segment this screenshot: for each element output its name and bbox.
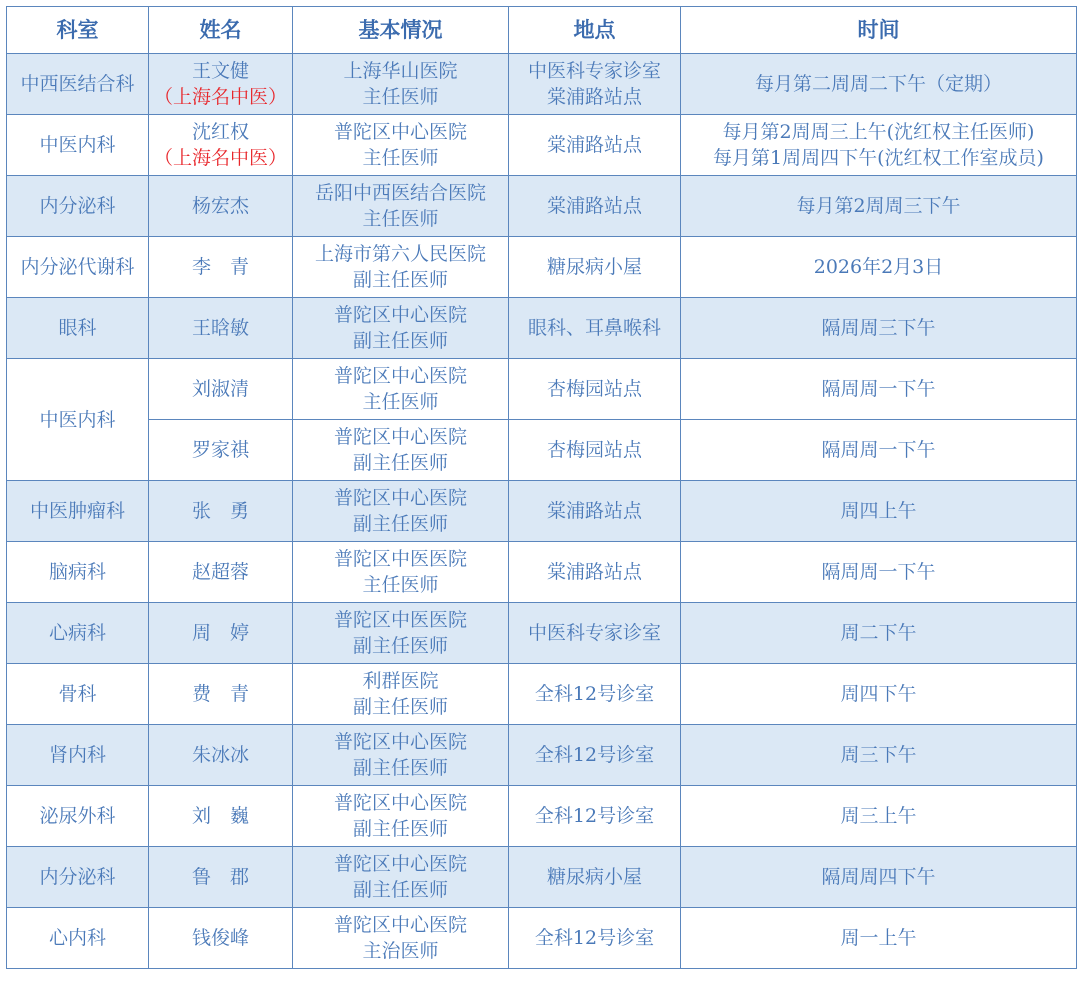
name-cell — [149, 847, 293, 908]
location-text: 棠浦路站点 — [546, 134, 642, 156]
time-text: 周四上午 — [840, 500, 917, 522]
location-text: 全科12号诊室 — [534, 744, 655, 766]
location-cell — [509, 420, 681, 481]
doctor-title: 主治医师 — [362, 940, 439, 962]
name-cell — [149, 115, 293, 176]
time-text: 周四下午 — [840, 683, 917, 705]
doctor-title: 副主任医师 — [352, 269, 448, 291]
doctor-name: 周 婷 — [191, 622, 249, 644]
doctor-title: 主任医师 — [362, 147, 439, 169]
time-text: 每月第1周周四下午(沈红权工作室成员) — [713, 147, 1044, 169]
basic-info-cell — [293, 298, 509, 359]
doctor-title: 主任医师 — [362, 208, 439, 230]
location-text: 杏梅园站点 — [546, 439, 642, 461]
location-text: 中医科专家诊室 — [527, 622, 661, 644]
basic-info-cell — [293, 115, 509, 176]
name-cell — [149, 481, 293, 542]
doctor-name: 鲁 郡 — [191, 866, 249, 888]
doctor-name: 费 青 — [191, 683, 249, 705]
hospital-name: 利群医院 — [362, 670, 439, 692]
table-row — [7, 420, 1077, 481]
doctor-title: 副主任医师 — [352, 513, 448, 535]
table-row — [7, 725, 1077, 786]
time-text: 隔周周三下午 — [821, 317, 936, 339]
hospital-name: 岳阳中西医结合医院 — [314, 182, 486, 204]
basic-info-cell — [293, 542, 509, 603]
name-cell — [149, 908, 293, 969]
location-cell — [509, 237, 681, 298]
location-text: 棠浦路站点 — [546, 500, 642, 522]
name-cell — [149, 298, 293, 359]
doctor-name: 朱冰冰 — [191, 744, 249, 766]
time-text: 隔周周四下午 — [821, 866, 936, 888]
hospital-name: 普陀区中心医院 — [333, 365, 467, 387]
time-cell — [681, 237, 1077, 298]
honor-note: （上海名中医） — [153, 86, 287, 108]
table-row — [7, 481, 1077, 542]
location-text: 杏梅园站点 — [546, 378, 642, 400]
table-row — [7, 298, 1077, 359]
hospital-name: 普陀区中心医院 — [333, 487, 467, 509]
location-cell — [509, 725, 681, 786]
time-text: 每月第2周周三下午 — [796, 195, 961, 217]
location-text: 全科12号诊室 — [534, 927, 655, 949]
header-name: 姓名 — [149, 7, 293, 54]
hospital-name: 普陀区中医医院 — [333, 548, 467, 570]
location-text: 棠浦路站点 — [546, 195, 642, 217]
time-cell — [681, 115, 1077, 176]
hospital-name: 普陀区中心医院 — [333, 304, 467, 326]
time-text: 周三上午 — [840, 805, 917, 827]
hospital-name: 普陀区中心医院 — [333, 426, 467, 448]
department-cell: 内分泌科 — [7, 176, 149, 237]
doctor-schedule-table — [6, 6, 1077, 969]
header-department: 科室 — [7, 7, 149, 54]
basic-info-cell — [293, 603, 509, 664]
hospital-name: 普陀区中心医院 — [333, 853, 467, 875]
location-text: 糖尿病小屋 — [546, 866, 642, 888]
basic-info-cell — [293, 420, 509, 481]
location-text: 糖尿病小屋 — [546, 256, 642, 278]
doctor-title: 副主任医师 — [352, 635, 448, 657]
doctor-name: 张 勇 — [191, 500, 249, 522]
location-cell — [509, 664, 681, 725]
hospital-name: 普陀区中心医院 — [333, 731, 467, 753]
doctor-title: 副主任医师 — [352, 452, 448, 474]
location-cell — [509, 54, 681, 115]
time-text: 周二下午 — [840, 622, 917, 644]
table-row — [7, 542, 1077, 603]
department-cell: 脑病科 — [7, 542, 149, 603]
doctor-name: 杨宏杰 — [191, 195, 249, 217]
name-cell — [149, 786, 293, 847]
location-cell — [509, 786, 681, 847]
location-cell — [509, 359, 681, 420]
doctor-title: 主任医师 — [362, 86, 439, 108]
table-row — [7, 786, 1077, 847]
time-cell — [681, 176, 1077, 237]
basic-info-cell — [293, 725, 509, 786]
location-cell — [509, 176, 681, 237]
time-text: 2026年2月3日 — [813, 256, 944, 278]
department-cell: 泌尿外科 — [7, 786, 149, 847]
location-cell — [509, 298, 681, 359]
header-basic-info: 基本情况 — [293, 7, 509, 54]
time-text: 隔周周一下午 — [821, 561, 936, 583]
time-text: 周三下午 — [840, 744, 917, 766]
name-cell — [149, 664, 293, 725]
time-cell — [681, 847, 1077, 908]
doctor-name: 罗家祺 — [191, 439, 249, 461]
location-text: 全科12号诊室 — [534, 683, 655, 705]
time-text: 每月第2周周三上午(沈红权主任医师) — [722, 121, 1035, 143]
time-text: 隔周周一下午 — [821, 378, 936, 400]
table-row — [7, 847, 1077, 908]
time-cell — [681, 359, 1077, 420]
doctor-name: 沈红权 — [191, 121, 249, 143]
doctor-title: 副主任医师 — [352, 696, 448, 718]
location-text: 全科12号诊室 — [534, 805, 655, 827]
table-row — [7, 603, 1077, 664]
name-cell — [149, 54, 293, 115]
table-row — [7, 664, 1077, 725]
table-row — [7, 237, 1077, 298]
department-cell: 中西医结合科 — [7, 54, 149, 115]
time-cell — [681, 664, 1077, 725]
location-text: 眼科、耳鼻喉科 — [527, 317, 661, 339]
location-cell — [509, 542, 681, 603]
department-cell: 中医内科 — [7, 359, 149, 481]
time-cell — [681, 298, 1077, 359]
location-text: 中医科专家诊室 — [527, 60, 661, 82]
doctor-name: 钱俊峰 — [191, 927, 249, 949]
hospital-name: 普陀区中心医院 — [333, 792, 467, 814]
location-cell — [509, 481, 681, 542]
honor-note: （上海名中医） — [153, 147, 287, 169]
table-row — [7, 54, 1077, 115]
header-location: 地点 — [509, 7, 681, 54]
doctor-name: 李 青 — [191, 256, 249, 278]
basic-info-cell — [293, 847, 509, 908]
doctor-title: 副主任医师 — [352, 818, 448, 840]
basic-info-cell — [293, 359, 509, 420]
table-row — [7, 908, 1077, 969]
table-row — [7, 359, 1077, 420]
name-cell — [149, 420, 293, 481]
time-text: 周一上午 — [840, 927, 917, 949]
doctor-title: 主任医师 — [362, 574, 439, 596]
department-cell: 内分泌代谢科 — [7, 237, 149, 298]
department-cell: 肾内科 — [7, 725, 149, 786]
table-header-row — [7, 7, 1077, 54]
location-cell — [509, 603, 681, 664]
time-cell — [681, 786, 1077, 847]
name-cell — [149, 725, 293, 786]
basic-info-cell — [293, 908, 509, 969]
hospital-name: 上海华山医院 — [343, 60, 458, 82]
time-text: 隔周周一下午 — [821, 439, 936, 461]
time-cell — [681, 54, 1077, 115]
basic-info-cell — [293, 176, 509, 237]
hospital-name: 普陀区中心医院 — [333, 914, 467, 936]
department-cell: 心内科 — [7, 908, 149, 969]
name-cell — [149, 237, 293, 298]
doctor-title: 主任医师 — [362, 391, 439, 413]
hospital-name: 上海市第六人民医院 — [314, 243, 486, 265]
time-cell — [681, 725, 1077, 786]
location-cell — [509, 115, 681, 176]
department-cell: 眼科 — [7, 298, 149, 359]
time-cell — [681, 420, 1077, 481]
doctor-name: 赵超蓉 — [191, 561, 249, 583]
department-cell: 中医肿瘤科 — [7, 481, 149, 542]
name-cell — [149, 359, 293, 420]
basic-info-cell — [293, 786, 509, 847]
department-cell: 中医内科 — [7, 115, 149, 176]
department-cell: 内分泌科 — [7, 847, 149, 908]
department-cell: 骨科 — [7, 664, 149, 725]
doctor-name: 王文健 — [191, 60, 249, 82]
time-cell — [681, 542, 1077, 603]
name-cell — [149, 176, 293, 237]
name-cell — [149, 542, 293, 603]
location-text: 棠浦路站点 — [546, 86, 642, 108]
basic-info-cell — [293, 237, 509, 298]
time-cell — [681, 481, 1077, 542]
hospital-name: 普陀区中医医院 — [333, 609, 467, 631]
basic-info-cell — [293, 664, 509, 725]
doctor-name: 刘 巍 — [191, 805, 249, 827]
doctor-title: 副主任医师 — [352, 757, 448, 779]
location-cell — [509, 908, 681, 969]
doctor-name: 刘淑清 — [191, 378, 249, 400]
doctor-title: 副主任医师 — [352, 879, 448, 901]
doctor-name: 王晗敏 — [191, 317, 249, 339]
table-row — [7, 115, 1077, 176]
basic-info-cell — [293, 54, 509, 115]
table-row — [7, 176, 1077, 237]
department-cell: 心病科 — [7, 603, 149, 664]
time-cell — [681, 603, 1077, 664]
basic-info-cell — [293, 481, 509, 542]
doctor-title: 副主任医师 — [352, 330, 448, 352]
location-text: 棠浦路站点 — [546, 561, 642, 583]
time-cell — [681, 908, 1077, 969]
hospital-name: 普陀区中心医院 — [333, 121, 467, 143]
name-cell — [149, 603, 293, 664]
location-cell — [509, 847, 681, 908]
header-time: 时间 — [681, 7, 1077, 54]
time-text: 每月第二周周二下午（定期） — [754, 73, 1002, 95]
